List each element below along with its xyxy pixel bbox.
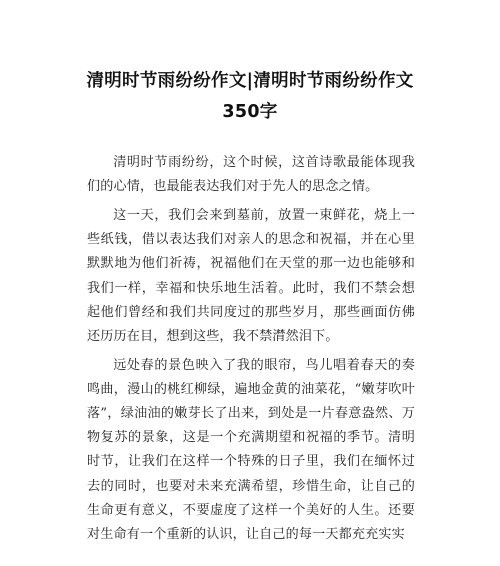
paragraph-2: 这一天，我们会来到墓前，放置一束鲜花，烧上一些纸钱，借以表达我们对亲人的思念和祝福，并在心里默默地为他们祈祷，祝福他们在天堂的那一边也能够和我们一样，幸福和快乐地生活着。此时，我们不禁会想起他们曾经和我们共同度过的那些岁月，那些画面仿佛还历历在目，想到这些，我不禁潸然泪下。: [87, 207, 415, 344]
document-body: [87, 151, 415, 552]
document-title: 清明时节雨纷纷作文|清明时节雨纷纷作文350字: [86, 71, 414, 122]
paragraph-3: 远处春的景色映入了我的眼帘，鸟儿唱着春天的奏鸣曲，漫山的桃红柳绿，遍地金黄的油菜花，“嫩芽吹叶落”，绿油油的嫩芽长了出来，到处是一片春意盎然、万物复苏的景象，这是一个充满期望和祝福的季节。清明时节，让我们在这样一个特殊的日子里，我们在缅怀过去的同时，也要对未来充满希望，珍惜生命，让自己的生命更有意义，不要虚度了这样一个美好的人生。还要对生命有一个重新的认识，让自己的每一天都充充实实: [87, 357, 415, 543]
paragraph-1: 清明时节雨纷纷，这个时候，这首诗歌最能体现我们的心情，也最能表达我们对于先人的思念之情。: [87, 155, 415, 195]
